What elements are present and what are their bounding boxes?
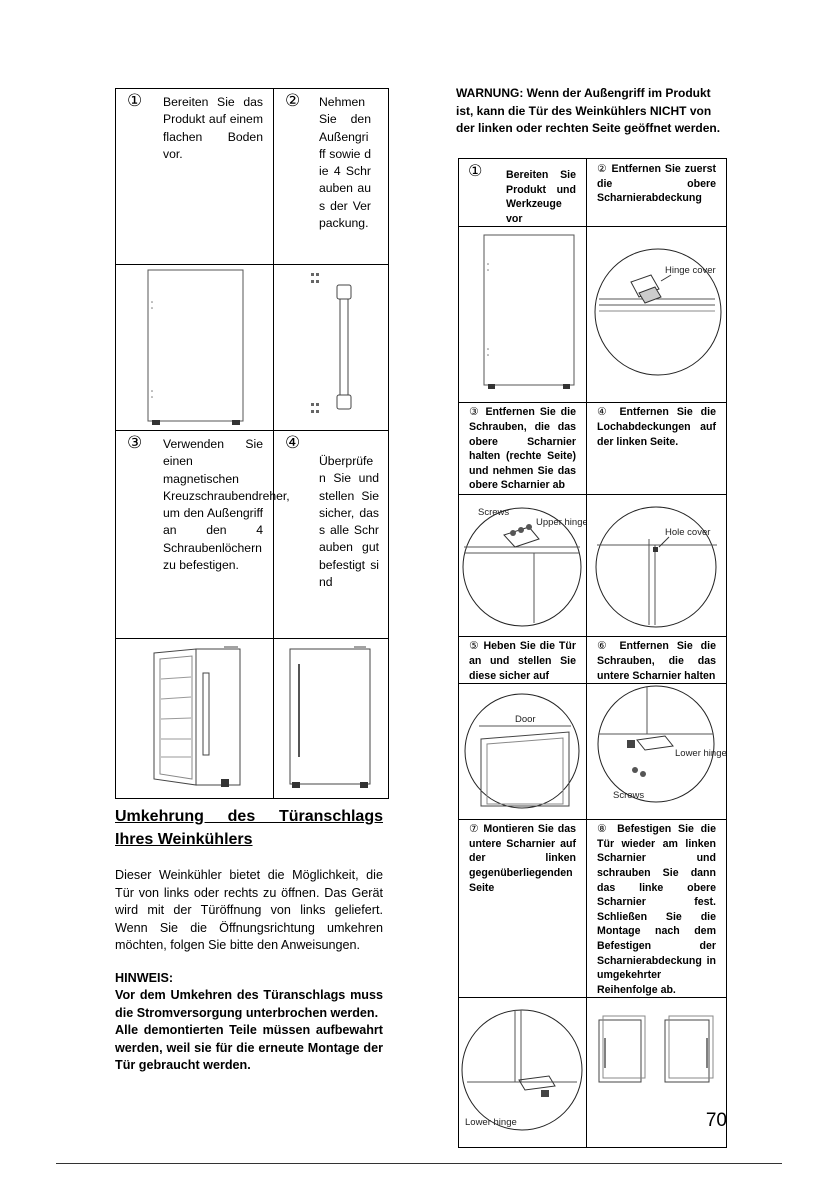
step-2-cell: [274, 89, 389, 265]
r-step-8-cell: [587, 820, 727, 998]
r-step-5-number: ⑤: [469, 640, 480, 653]
r-fig-5: [459, 684, 587, 820]
r-step-5-cell: [459, 637, 587, 684]
r-step-4-cell: [587, 403, 727, 495]
r-step-3-text: Entfernen Sie die Schrauben, die das obere Scharnier halten (rechte Seite) und nehmen Sie das obere Scharnier ab: [469, 406, 576, 492]
step-4-cell: [274, 431, 389, 639]
r-step-1-text: Bereiten Sie Produkt und Werkzeuge vor: [506, 169, 576, 225]
r-step-4-number: ④: [597, 406, 612, 419]
r-step-6-text: Entfernen Sie die Schrauben, die das untere Scharnier halten: [597, 640, 716, 682]
r-lower-hinge-illustration: [587, 684, 726, 814]
step-3-text: Verwenden Sie einen magnetischen Kreuzschraubendreher, um den Außengriff an den 4 Schraubenlöchern zu befestigen.: [163, 437, 290, 573]
fridge-illustration: [116, 265, 273, 425]
step-3-cell: [116, 431, 290, 639]
label-screws: Screws: [478, 507, 510, 519]
label-lower-hinge-7: Lower hinge: [465, 1117, 517, 1129]
r-step-6-cell: [587, 637, 727, 684]
r-fig-2: [587, 227, 727, 403]
fridge-front-figure: [116, 265, 274, 431]
step-1-text: Bereiten Sie das Produkt auf einem flachen Boden vor.: [163, 95, 263, 161]
r-hole-cover-illustration: [587, 495, 726, 631]
closed-fridge-figure: [274, 639, 389, 799]
r-upper-hinge-illustration: [459, 495, 586, 631]
label-door: Door: [515, 714, 536, 726]
section-heading: Umkehrung des Türanschlags Ihres Weinkühlers: [115, 808, 383, 848]
r-step-2-text: Entfernen Sie zuerst die obere Scharnierabdeckung: [597, 163, 717, 205]
r-fig-3: [459, 495, 587, 637]
r-step-4-text: Entfernen Sie die Lochabdeckungen auf der linken Seite.: [597, 406, 716, 448]
r-step-2-number: ②: [597, 163, 608, 175]
r-fig-6: [587, 684, 727, 820]
r-step-8-number: ⑧: [597, 823, 611, 836]
r-step-1-cell: [459, 159, 587, 227]
r-step-3-number: ③: [469, 406, 481, 419]
r-step-6-number: ⑥: [597, 640, 612, 653]
handle-figure: [274, 265, 389, 431]
step-4-number: ④: [285, 433, 301, 453]
label-hole-cover: Hole cover: [665, 527, 711, 539]
r-step-5-text: Heben Sie die Tür an und stellen Sie diese sicher auf: [469, 640, 576, 682]
note-parts: Alle demontierten Teile müssen aufbewahrt werden, weil sie für die erneute Montage der Tür gebraucht werden.: [115, 1023, 383, 1072]
door-reversal-table: [458, 158, 727, 1148]
handle-illustration: [274, 265, 384, 425]
label-hinge-cover: Hinge cover: [665, 265, 716, 277]
r-step-7-cell: [459, 820, 587, 998]
step-2-number: ②: [285, 91, 301, 111]
note-power: Vor dem Umkehren des Türanschlags muss die Stromversorgung unterbrochen werden.: [115, 988, 383, 1020]
section-intro: Dieser Weinkühler bietet die Möglichkeit, die Tür von links oder rechts zu öffnen. Das Gerät wird mit der Türöffnung von links geliefert. Wenn Sie die Öffnungsrichtung umkehren möchten, folgen Sie bitte den Anweisungen.: [115, 868, 383, 952]
step-4-text: Überprüfen Sie und stellen Sie sicher, dass alle Schrauben gut befestigt sind: [319, 454, 379, 590]
closed-fridge-illustration: [274, 639, 384, 793]
r-step-2-cell: [587, 159, 727, 227]
r-fridge-illustration: [459, 227, 586, 397]
r-fig-7: [459, 998, 587, 1148]
open-fridge-figure: [116, 639, 274, 799]
r-step-8-text: Befestigen Sie die Tür wieder am linken Scharnier und schrauben Sie dann das linke obere Scharnier fest. Schließen Sie die Montage nach dem Befestigen der Scharnierabdeckung in umgekehrter Reihenfolge ab.: [597, 823, 716, 996]
handle-install-table: [115, 88, 389, 799]
step-1-cell: [116, 89, 274, 265]
step-1-number: ①: [127, 91, 143, 111]
r-door-illustration: [459, 684, 586, 814]
r-hinge-cover-illustration: [587, 227, 726, 397]
note-label: HINWEIS:: [115, 971, 174, 985]
label-lower-hinge-6: Lower hinge: [675, 748, 726, 760]
r-step-1-number: ①: [468, 161, 483, 180]
r-lower-hinge-left-illustration: [459, 998, 586, 1142]
label-screws-6: Screws: [613, 790, 645, 802]
r-fig-4: [587, 495, 727, 637]
r-step-7-text: Montieren Sie das untere Scharnier auf der linken gegenüberliegenden Seite: [469, 823, 576, 894]
label-upper-hinge: Upper hinge: [536, 517, 586, 529]
warning-text: WARNUNG: Wenn der Außengriff im Produkt ist, kann die Tür des Weinkühlers NICHT von der linken oder rechten Seite geöffnet werden.: [456, 86, 721, 135]
step-2-text: Nehmen Sie den Außengriff sowie die 4 Schrauben aus der Verpackung.: [319, 95, 371, 231]
open-fridge-illustration: [116, 639, 273, 793]
r-fig-1: [459, 227, 587, 403]
page-number: 70: [705, 1110, 727, 1131]
r-step-3-cell: [459, 403, 587, 495]
step-3-number: ③: [127, 433, 143, 453]
r-step-7-number: ⑦: [469, 823, 480, 836]
footer-rule: [56, 1163, 782, 1164]
